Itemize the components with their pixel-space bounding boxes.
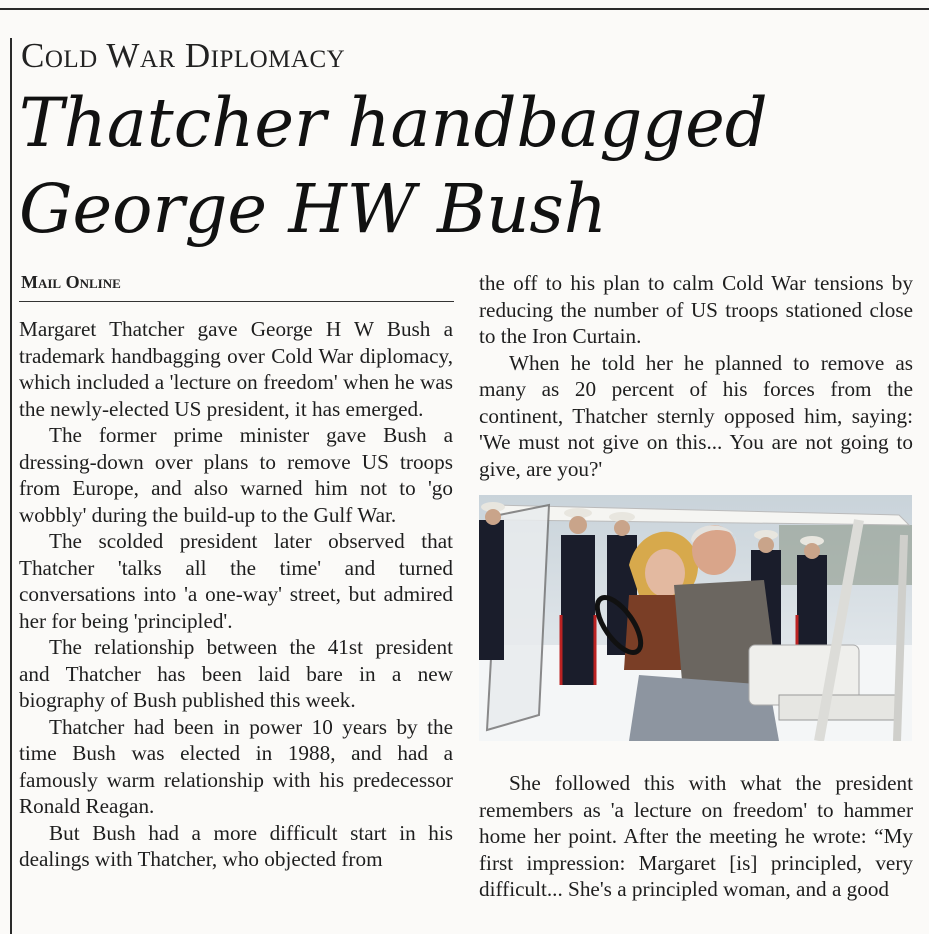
paragraph: Thatcher had been in power 10 years by the time Bush was elected in 1988, and had a famously warm relationship with his predecessor Ronald Reagan. (19, 714, 453, 818)
article-column-right-top (479, 270, 913, 482)
paragraph: When he told her he planned to remove as many as 20 percent of his forces from the continent, Thatcher sternly opposed him, saying: 'We must not give on this... You are not going to give, are you?' (479, 350, 913, 481)
headline: Thatcher handbagged George HW Bush (19, 84, 768, 248)
paragraph: Margaret Thatcher gave George H W Bush a trademark handbagging over Cold War diplomacy, which included a 'lecture on freedom' when he was the newly-elected US president, it has emerged. (19, 317, 453, 421)
section-kicker: Cold War Diplomacy (21, 36, 346, 75)
byline: Mail Online (21, 272, 121, 292)
byline-rule (19, 301, 454, 302)
paragraph: She followed this with what the president remembers as 'a lecture on freedom' to hammer home her point. After the meeting he wrote: “My first impression: Margaret [is] principled, very difficult... She's a principled woman, and a good (479, 771, 913, 901)
article-column-right-bottom (479, 770, 913, 903)
paragraph: The relationship between the 41st president and Thatcher has been laid bare in a new biography of Bush published this week. (19, 635, 453, 712)
paragraph: But Bush had a more difficult start in his dealings with Thatcher, who objected from (19, 820, 453, 871)
paragraph: the off to his plan to calm Cold War tensions by reducing the number of US troops stationed close to the Iron Curtain. (479, 271, 913, 348)
golf-cart-photo (479, 495, 912, 741)
photo-illustration (479, 495, 912, 741)
paragraph: The former prime minister gave Bush a dressing-down over plans to remove US troops from Europe, and also warned him not to 'go wobbly' during the build-up to the Gulf War. (19, 423, 453, 527)
column-rule-left (10, 38, 12, 934)
top-rule (0, 8, 929, 10)
article-column-left (19, 316, 453, 873)
paragraph: The scolded president later observed that Thatcher 'talks all the time' and turned conversations into 'a one-way' street, but admired her for being 'principled'. (19, 529, 453, 633)
